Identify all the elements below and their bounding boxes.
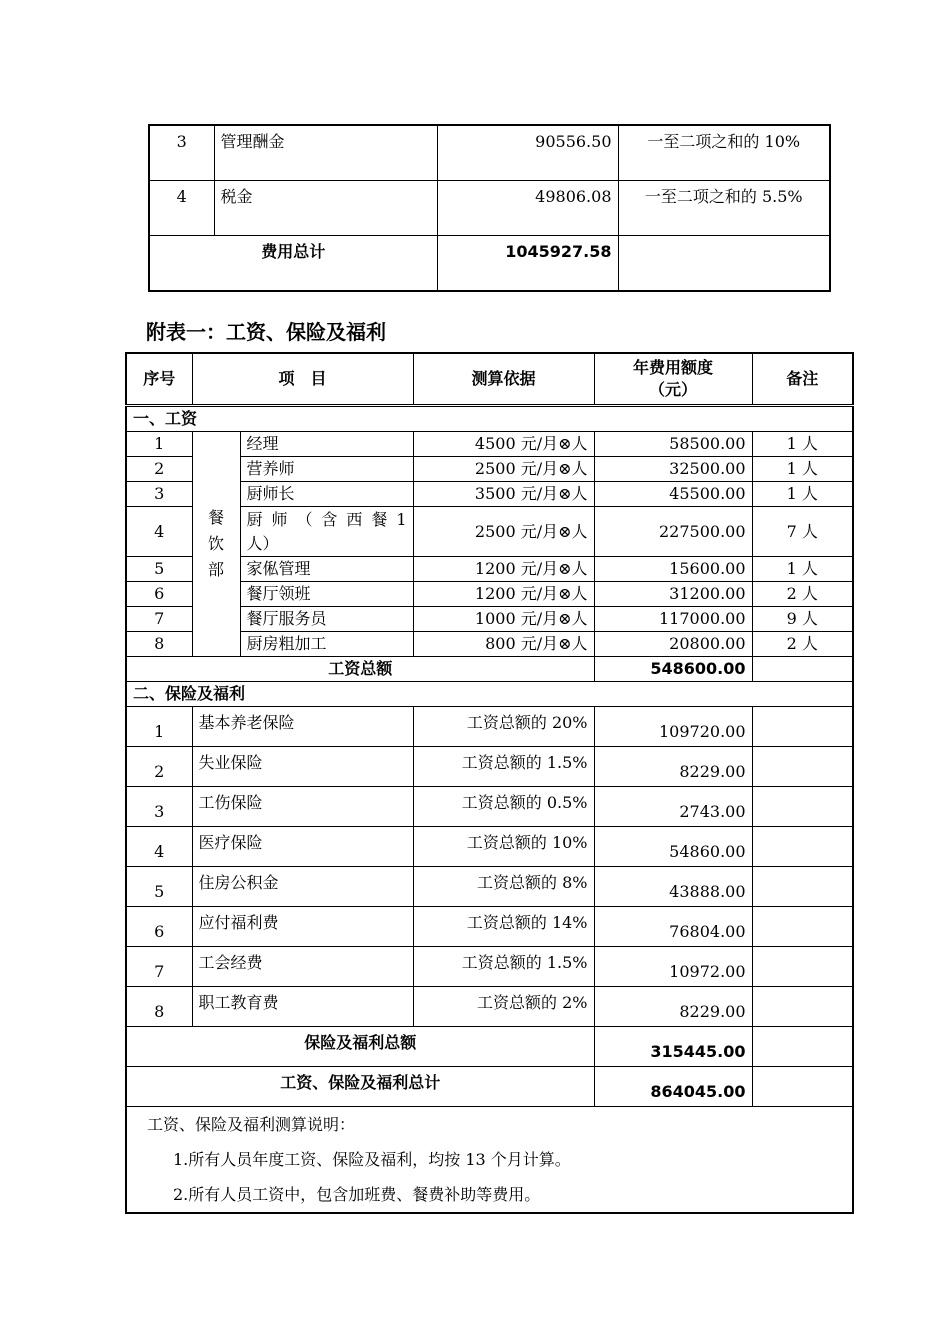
row-number: 4: [126, 507, 192, 557]
remark: 2 人: [752, 632, 853, 657]
table-row: [149, 181, 830, 236]
basis: 4500 元/月⊗人: [413, 432, 594, 457]
basis: 工资总额的 0.5%: [413, 787, 594, 827]
dept-char: 饮: [207, 534, 224, 553]
item-name: 应付福利费: [192, 907, 413, 947]
amount: 20800.00: [594, 632, 752, 657]
remark: 1 人: [752, 482, 853, 507]
item-name: 税金: [214, 181, 437, 236]
grand-total-amount: 864045.00: [594, 1067, 752, 1107]
header-amount: [594, 353, 752, 406]
row-number: 1: [126, 432, 192, 457]
amount: 32500.00: [594, 457, 752, 482]
row-number: 2: [126, 747, 192, 787]
item-name: 基本养老保险: [192, 707, 413, 747]
amount: 54860.00: [594, 827, 752, 867]
basis: 工资总额的 8%: [413, 867, 594, 907]
notes-cell: [126, 1107, 853, 1214]
wage-total-label: 工资总额: [126, 657, 594, 682]
amount: 10972.00: [594, 947, 752, 987]
wage-total-amount: 548600.00: [594, 657, 752, 682]
amount: 45500.00: [594, 482, 752, 507]
insurance-total-amount: 315445.00: [594, 1027, 752, 1067]
header-no: 序号: [126, 353, 192, 406]
wage-total-row: [126, 657, 853, 682]
item-name: 工会经费: [192, 947, 413, 987]
item-name: 厨师长: [240, 482, 413, 507]
header-item: 项 目: [192, 353, 413, 406]
item-name: 工伤保险: [192, 787, 413, 827]
remark: [752, 867, 853, 907]
row-number: 6: [126, 907, 192, 947]
basis: 工资总额的 10%: [413, 827, 594, 867]
notes-heading: 工资、保险及福利测算说明：: [147, 1115, 356, 1134]
amount: 43888.00: [594, 867, 752, 907]
item-name: 职工教育费: [192, 987, 413, 1027]
total-remark: [618, 236, 830, 292]
remark: 7 人: [752, 507, 853, 557]
amount: 76804.00: [594, 907, 752, 947]
remark: [752, 747, 853, 787]
section-wages: 一、工资: [126, 406, 853, 432]
row-number: 2: [126, 457, 192, 482]
note-item: 1.所有人员年度工资、保险及福利，均按 13 个月计算。: [173, 1150, 571, 1169]
item-name: 失业保险: [192, 747, 413, 787]
insurance-total-row: [126, 1027, 853, 1067]
remark: 2 人: [752, 582, 853, 607]
table-row: [126, 432, 853, 457]
grand-total-row: [126, 1067, 853, 1107]
row-number: 8: [126, 987, 192, 1027]
basis: 工资总额的 20%: [413, 707, 594, 747]
item-name: 厨房粗加工: [240, 632, 413, 657]
amount: 117000.00: [594, 607, 752, 632]
item-name-line2: 人）: [246, 533, 279, 553]
dept-char: 餐: [207, 508, 224, 527]
dept-char: 部: [207, 560, 224, 579]
amount: 49806.08: [437, 181, 618, 236]
header-amount-line2: （元）: [649, 380, 698, 399]
remark: 一至二项之和的 10%: [618, 125, 830, 181]
total-row: [149, 236, 830, 292]
item-name: 家俬管理: [240, 557, 413, 582]
table-row: [149, 125, 830, 181]
remark: 一至二项之和的 5.5%: [618, 181, 830, 236]
grand-total-remark: [752, 1067, 853, 1107]
table-row: [126, 907, 853, 947]
table-row: [126, 947, 853, 987]
basis: 1200 元/月⊗人: [413, 582, 594, 607]
notes-row: [126, 1107, 853, 1214]
remark: 1 人: [752, 457, 853, 482]
row-number: 3: [126, 482, 192, 507]
header-remark: 备注: [752, 353, 853, 406]
table-row: [126, 707, 853, 747]
wage-total-remark: [752, 657, 853, 682]
row-number: 7: [126, 947, 192, 987]
header-basis: 测算依据: [413, 353, 594, 406]
total-amount: 1045927.58: [437, 236, 618, 292]
remark: 1 人: [752, 557, 853, 582]
basis: 工资总额的 1.5%: [413, 747, 594, 787]
basis: 2500 元/月⊗人: [413, 507, 594, 557]
amount: 8229.00: [594, 987, 752, 1027]
row-number: 5: [126, 557, 192, 582]
item-name: 管理酬金: [214, 125, 437, 181]
insurance-total-remark: [752, 1027, 853, 1067]
item-name: 医疗保险: [192, 827, 413, 867]
remark: [752, 987, 853, 1027]
remark: [752, 707, 853, 747]
row-number: 8: [126, 632, 192, 657]
row-number: 1: [126, 707, 192, 747]
table-row: [126, 987, 853, 1027]
row-number: 3: [126, 787, 192, 827]
item-name: [240, 507, 413, 557]
section-row: [126, 406, 853, 432]
header-row: [126, 353, 853, 406]
basis: 3500 元/月⊗人: [413, 482, 594, 507]
basis: 2500 元/月⊗人: [413, 457, 594, 482]
item-name: 经理: [240, 432, 413, 457]
basis: 工资总额的 1.5%: [413, 947, 594, 987]
remark: [752, 947, 853, 987]
cost-summary-table: [148, 124, 831, 292]
insurance-total-label: 保险及福利总额: [126, 1027, 594, 1067]
note-item: 2.所有人员工资中，包含加班费、餐费补助等费用。: [173, 1185, 541, 1204]
basis: 800 元/月⊗人: [413, 632, 594, 657]
header-amount-line1: 年费用额度: [633, 358, 714, 377]
table-row: [126, 867, 853, 907]
appendix-title: 附表一：工资、保险及福利: [146, 320, 386, 344]
row-number: 4: [149, 181, 214, 236]
item-name-line1: 厨 师 （ 含 西 餐 1: [246, 509, 407, 529]
section-row: [126, 682, 853, 707]
basis: 1000 元/月⊗人: [413, 607, 594, 632]
remark: [752, 787, 853, 827]
remark: [752, 827, 853, 867]
department-cell: [192, 432, 240, 657]
table-row: [126, 747, 853, 787]
row-number: 3: [149, 125, 214, 181]
wages-insurance-table: [125, 352, 854, 1214]
amount: 58500.00: [594, 432, 752, 457]
remark: 1 人: [752, 432, 853, 457]
section-insurance: 二、保险及福利: [126, 682, 853, 707]
amount: 90556.50: [437, 125, 618, 181]
item-name: 营养师: [240, 457, 413, 482]
row-number: 6: [126, 582, 192, 607]
basis: 工资总额的 2%: [413, 987, 594, 1027]
basis: 1200 元/月⊗人: [413, 557, 594, 582]
amount: 227500.00: [594, 507, 752, 557]
row-number: 5: [126, 867, 192, 907]
amount: 2743.00: [594, 787, 752, 827]
item-name: 餐厅领班: [240, 582, 413, 607]
amount: 109720.00: [594, 707, 752, 747]
amount: 31200.00: [594, 582, 752, 607]
remark: 9 人: [752, 607, 853, 632]
total-label: 费用总计: [149, 236, 437, 292]
amount: 15600.00: [594, 557, 752, 582]
table-row: [126, 827, 853, 867]
item-name: 餐厅服务员: [240, 607, 413, 632]
table-row: [126, 787, 853, 827]
row-number: 4: [126, 827, 192, 867]
row-number: 7: [126, 607, 192, 632]
item-name: 住房公积金: [192, 867, 413, 907]
amount: 8229.00: [594, 747, 752, 787]
remark: [752, 907, 853, 947]
grand-total-label: 工资、保险及福利总计: [126, 1067, 594, 1107]
basis: 工资总额的 14%: [413, 907, 594, 947]
